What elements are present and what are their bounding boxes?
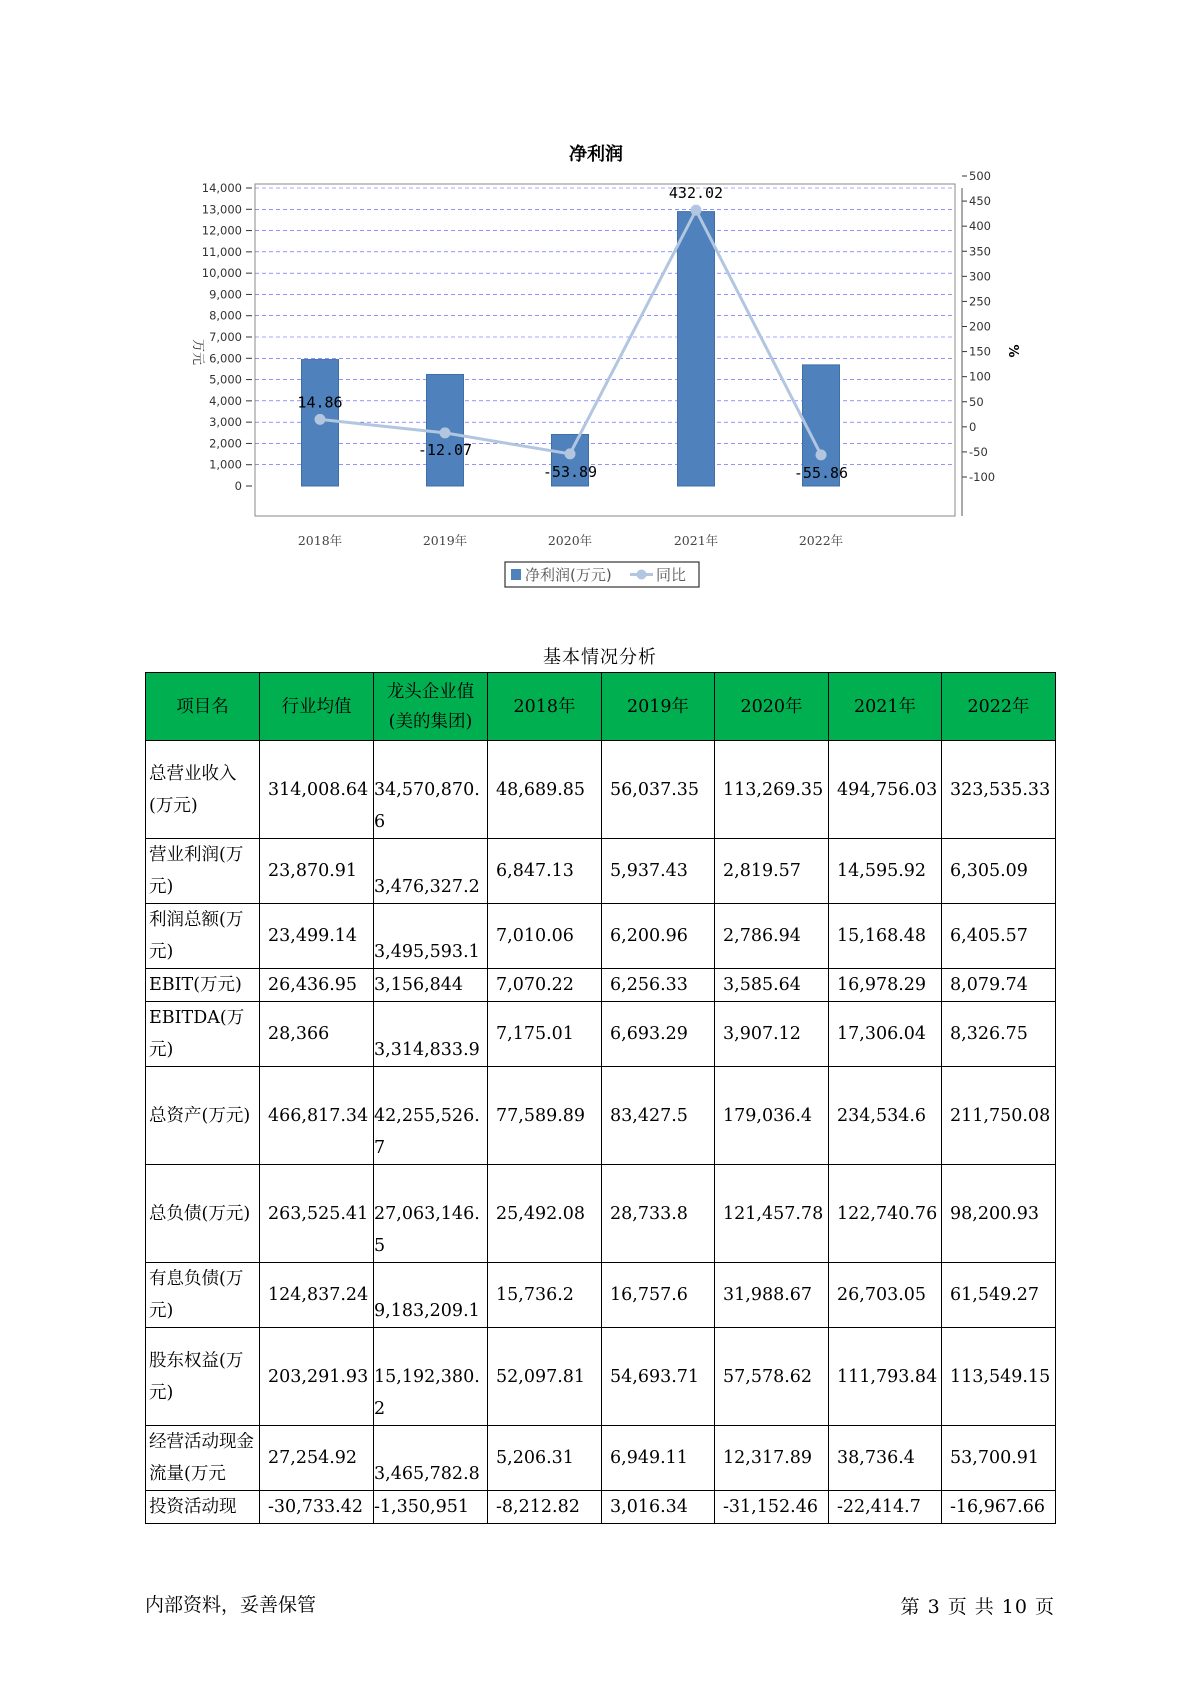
y-tick-label: 3,000 [209, 415, 242, 430]
value-cell: 6,200.96 [602, 904, 715, 969]
value-cell: 323,535.33 [942, 741, 1056, 839]
footer-confidential-note: 内部资料，妥善保管 [145, 1594, 317, 1616]
yoy-data-label: 432.02 [668, 184, 724, 203]
value-cell: 31,988.67 [715, 1263, 829, 1328]
legend-bar-swatch [511, 569, 521, 580]
row-label-cell: 股东权益(万元) [146, 1328, 260, 1426]
value-cell: 179,036.4 [715, 1067, 829, 1165]
y-axis-label: 万元 [190, 338, 205, 366]
value-cell: 15,736.2 [488, 1263, 602, 1328]
y2-tick-label: 300 [969, 269, 991, 284]
chart-title: 净利润 [569, 144, 623, 165]
value-cell: 14,595.92 [829, 839, 942, 904]
value-cell: 7,010.06 [488, 904, 602, 969]
value-cell: 7,175.01 [488, 1002, 602, 1067]
value-cell: 6,405.57 [942, 904, 1056, 969]
leader-value-cell: 42,255,526.7 [374, 1067, 488, 1165]
y2-tick-label: 350 [969, 244, 991, 259]
y-axis-ticks [202, 181, 252, 493]
y2-tick-label: -50 [969, 444, 988, 459]
value-cell: -31,152.46 [715, 1491, 829, 1524]
y2-tick-label: 250 [969, 294, 991, 309]
leader-value-cell: 3,476,327.2 [374, 839, 488, 904]
table-row [146, 904, 1056, 969]
table-row [146, 1002, 1056, 1067]
value-cell: 28,366 [260, 1002, 374, 1067]
value-cell: -30,733.42 [260, 1491, 374, 1524]
value-cell: 8,326.75 [942, 1002, 1056, 1067]
value-cell: 5,206.31 [488, 1426, 602, 1491]
table-title: 基本情况分析 [543, 647, 657, 668]
x-category-label: 2021年 [673, 533, 719, 548]
value-cell: 17,306.04 [829, 1002, 942, 1067]
table-row [146, 1328, 1056, 1426]
row-label-cell: 总资产(万元) [146, 1067, 260, 1165]
plot-area [255, 184, 955, 516]
y-tick-label: 13,000 [201, 202, 242, 217]
value-cell: 15,168.48 [829, 904, 942, 969]
y-tick-label: 2,000 [209, 436, 242, 451]
value-cell: 494,756.03 [829, 741, 942, 839]
y-tick-label: 11,000 [201, 244, 242, 259]
row-label-cell: EBITDA(万元) [146, 1002, 260, 1067]
yoy-data-label: 14.86 [297, 393, 343, 412]
value-cell: 113,269.35 [715, 741, 829, 839]
table-row [146, 1426, 1056, 1491]
value-cell: 124,837.24 [260, 1263, 374, 1328]
value-cell: -8,212.82 [488, 1491, 602, 1524]
value-cell: 28,733.8 [602, 1165, 715, 1263]
value-cell: 27,254.92 [260, 1426, 374, 1491]
y-tick-label: 6,000 [209, 351, 242, 366]
value-cell: 16,978.29 [829, 969, 942, 1002]
value-cell: 113,549.15 [942, 1328, 1056, 1426]
value-cell: 8,079.74 [942, 969, 1056, 1002]
row-label-cell: 经营活动现金流量(万元 [146, 1426, 260, 1491]
value-cell: 466,817.34 [260, 1067, 374, 1165]
value-cell: 25,492.08 [488, 1165, 602, 1263]
y2-tick-label: 0 [969, 419, 977, 434]
value-cell: 23,870.91 [260, 839, 374, 904]
row-label-cell: EBIT(万元) [146, 969, 260, 1002]
leader-value-cell: 27,063,146.5 [374, 1165, 488, 1263]
value-cell: 203,291.93 [260, 1328, 374, 1426]
header-cell: 2020年 [715, 673, 829, 741]
table-row [146, 741, 1056, 839]
y-tick-label: 7,000 [209, 330, 242, 344]
leader-value-cell: 34,570,870.6 [374, 741, 488, 839]
value-cell: -16,967.66 [942, 1491, 1056, 1524]
y2-tick-label: 150 [969, 344, 991, 359]
value-cell: 77,589.89 [488, 1067, 602, 1165]
x-category-label: 2019年 [422, 533, 468, 548]
x-category-label: 2022年 [798, 533, 844, 548]
leader-value-cell: -1,350,951 [374, 1491, 488, 1524]
leader-value-cell: 15,192,380.2 [374, 1328, 488, 1426]
value-cell: 12,317.89 [715, 1426, 829, 1491]
row-label-cell: 总营业收入(万元) [146, 741, 260, 839]
leader-value-cell: 3,465,782.8 [374, 1426, 488, 1491]
table-row [146, 1491, 1056, 1524]
footer-page-number: 第 3 页 共 10 页 [900, 1596, 1055, 1618]
header-cell: 2021年 [829, 673, 942, 741]
leader-value-cell: 3,156,844 [374, 969, 488, 1002]
x-category-label: 2018年 [297, 533, 343, 548]
yoy-data-label: -12.07 [417, 440, 473, 459]
leader-value-cell: 3,314,833.9 [374, 1002, 488, 1067]
value-cell: 121,457.78 [715, 1165, 829, 1263]
value-cell: 6,847.13 [488, 839, 602, 904]
value-cell: 111,793.84 [829, 1328, 942, 1426]
row-label-cell: 投资活动现 [146, 1491, 260, 1524]
value-cell: 6,949.11 [602, 1426, 715, 1491]
table-row [146, 1165, 1056, 1263]
yoy-point [440, 427, 451, 438]
bar-2021 [678, 212, 715, 486]
value-cell: 3,016.34 [602, 1491, 715, 1524]
y-tick-label: 8,000 [209, 308, 242, 323]
header-cell: 行业均值 [260, 673, 374, 741]
value-cell: 3,907.12 [715, 1002, 829, 1067]
y2-tick-label: 200 [969, 319, 991, 334]
header-cell: 2022年 [942, 673, 1056, 741]
table-row [146, 839, 1056, 904]
value-cell: 16,757.6 [602, 1263, 715, 1328]
category-labels [298, 533, 843, 548]
legend [505, 562, 699, 587]
y-tick-label: 0 [234, 479, 242, 493]
value-cell: 3,585.64 [715, 969, 829, 1002]
value-cell: 52,097.81 [488, 1328, 602, 1426]
table-row [146, 1067, 1056, 1165]
value-cell: 98,200.93 [942, 1165, 1056, 1263]
y2-tick-label: 400 [969, 219, 991, 234]
value-cell: -22,414.7 [829, 1491, 942, 1524]
row-label-cell: 营业利润(万元) [146, 839, 260, 904]
y2-tick-label: 100 [969, 369, 991, 384]
y2-tick-label: 450 [969, 194, 991, 209]
y-tick-label: 12,000 [201, 223, 242, 238]
yoy-data-label: -55.86 [793, 463, 849, 482]
basic-analysis-table [145, 672, 1056, 1524]
y-tick-label: 4,000 [209, 393, 242, 408]
value-cell: 2,786.94 [715, 904, 829, 969]
header-cell: 2019年 [602, 673, 715, 741]
value-cell: 2,819.57 [715, 839, 829, 904]
y-tick-label: 1,000 [209, 457, 242, 472]
value-cell: 234,534.6 [829, 1067, 942, 1165]
value-cell: 61,549.27 [942, 1263, 1056, 1328]
legend-line-label: 同比 [656, 566, 687, 584]
value-cell: 6,256.33 [602, 969, 715, 1002]
value-cell: 48,689.85 [488, 741, 602, 839]
y2-tick-label: -100 [969, 470, 996, 484]
value-cell: 122,740.76 [829, 1165, 942, 1263]
value-cell: 38,736.4 [829, 1426, 942, 1491]
yoy-point [816, 449, 827, 460]
value-cell: 26,703.05 [829, 1263, 942, 1328]
y2-tick-label: 50 [969, 394, 984, 409]
row-label-cell: 利润总额(万元) [146, 904, 260, 969]
value-cell: 26,436.95 [260, 969, 374, 1002]
value-cell: 6,305.09 [942, 839, 1056, 904]
value-cell: 23,499.14 [260, 904, 374, 969]
value-cell: 7,070.22 [488, 969, 602, 1002]
value-cell: 314,008.64 [260, 741, 374, 839]
y-tick-label: 14,000 [201, 181, 242, 195]
header-cell: 项目名 [146, 673, 260, 741]
legend-bar-label: 净利润(万元) [525, 566, 612, 584]
y-tick-label: 9,000 [209, 287, 242, 302]
value-cell: 211,750.08 [942, 1067, 1056, 1165]
value-cell: 263,525.41 [260, 1165, 374, 1263]
y2-tick-label: 500 [969, 169, 991, 183]
value-cell: 54,693.71 [602, 1328, 715, 1426]
table-header-row [146, 673, 1056, 741]
header-cell: 龙头企业值(美的集团) [374, 673, 488, 741]
y2-axis-ticks [962, 169, 995, 484]
yoy-point [315, 414, 326, 425]
leader-value-cell: 9,183,209.1 [374, 1263, 488, 1328]
y-tick-label: 5,000 [209, 372, 242, 387]
x-category-label: 2020年 [547, 533, 593, 548]
yoy-data-label: -53.89 [542, 462, 598, 481]
row-label-cell: 有息负债(万元) [146, 1263, 260, 1328]
table-row [146, 1263, 1056, 1328]
y-tick-label: 10,000 [201, 266, 242, 281]
value-cell: 56,037.35 [602, 741, 715, 839]
row-label-cell: 总负债(万元) [146, 1165, 260, 1263]
net-profit-chart [0, 0, 1191, 600]
value-cell: 53,700.91 [942, 1426, 1056, 1491]
value-cell: 6,693.29 [602, 1002, 715, 1067]
y2-axis-label: % [1005, 344, 1020, 358]
header-cell: 2018年 [488, 673, 602, 741]
table-row [146, 969, 1056, 1002]
legend-line-marker [637, 570, 647, 580]
value-cell: 83,427.5 [602, 1067, 715, 1165]
leader-value-cell: 3,495,593.1 [374, 904, 488, 969]
value-cell: 57,578.62 [715, 1328, 829, 1426]
yoy-point [565, 448, 576, 459]
value-cell: 5,937.43 [602, 839, 715, 904]
yoy-point [691, 205, 702, 216]
